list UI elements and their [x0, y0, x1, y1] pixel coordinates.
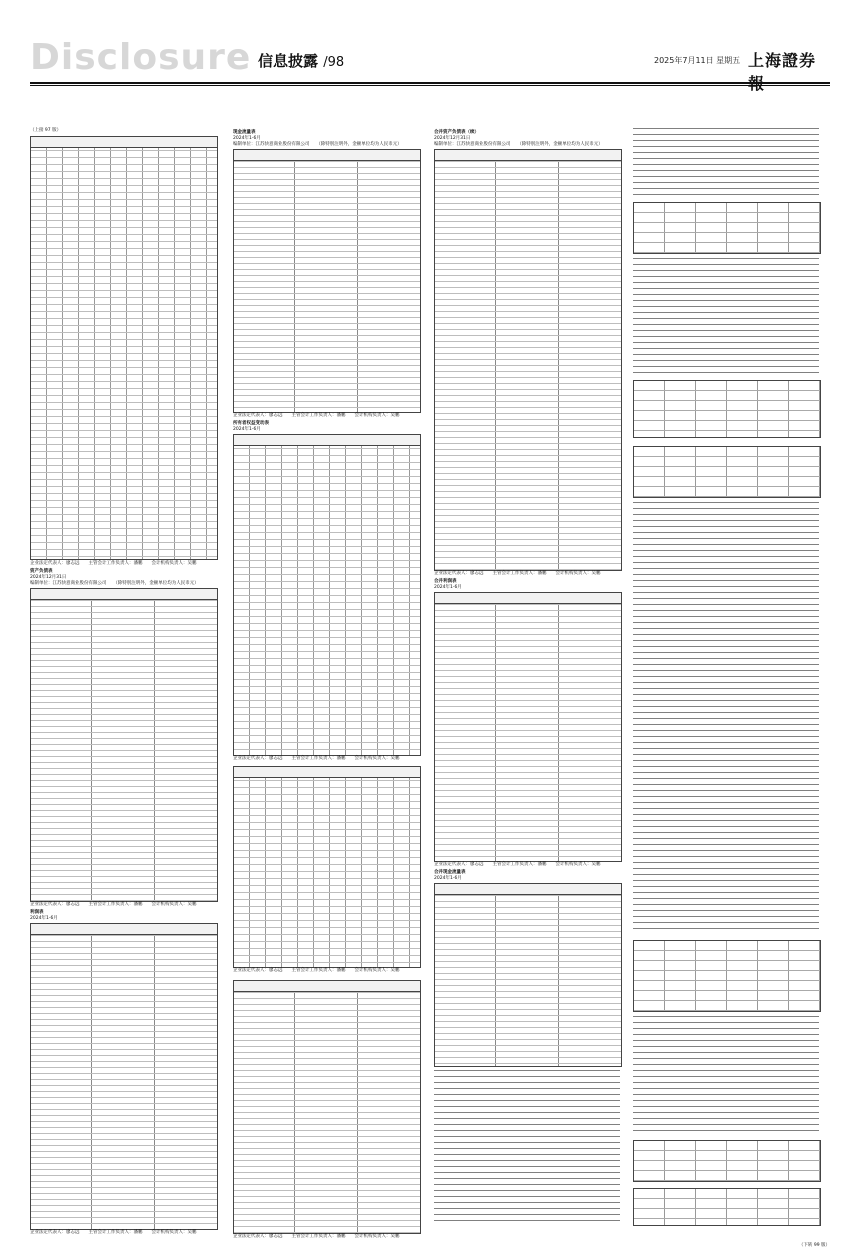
table-header — [435, 884, 621, 895]
cash-flow-table — [233, 149, 421, 413]
column-2 — [233, 120, 419, 1239]
notes-table — [633, 1140, 821, 1182]
table-header — [435, 593, 621, 604]
statement-date: 2024年1-6月 — [434, 876, 462, 881]
notes-text — [633, 128, 819, 198]
signature-line: 企业法定代表人：廖志远 主管会计工作负责人：潘鹏 会计机构负责人：吴鹏 — [30, 902, 197, 907]
notes-table — [633, 202, 821, 254]
table-header — [234, 981, 420, 992]
signature-line: 企业法定代表人：廖志远 主管会计工作负责人：潘鹏 会计机构负责人：吴鹏 — [233, 1234, 400, 1239]
table-header — [435, 150, 621, 161]
page-number: /98 — [323, 55, 345, 70]
table-header — [234, 435, 420, 446]
notes-text — [434, 1070, 620, 1225]
equity-statement-table — [233, 766, 421, 968]
header-rule-thin — [30, 85, 830, 86]
page-title — [258, 50, 344, 71]
table-header — [31, 589, 217, 600]
balance-sheet-table — [30, 588, 218, 902]
issue-date: 2025年7月11日 星期五 — [654, 56, 741, 65]
balance-sheet-table — [233, 980, 421, 1234]
equity-statement-table — [30, 136, 218, 560]
signature-line: 企业法定代表人：廖志远 主管会计工作负责人：潘鹏 会计机构负责人：吴鹏 — [30, 1230, 197, 1235]
column-1 — [30, 120, 216, 1235]
cash-flow-table — [434, 883, 622, 1067]
notes-text — [633, 502, 819, 932]
statement-title: 合并资产负债表（续） — [434, 130, 479, 135]
notes-table — [633, 380, 821, 438]
section-title: 信息披露 — [258, 52, 319, 70]
continued-footer: （下转 99 版） — [798, 1243, 830, 1248]
equity-statement-table — [233, 434, 421, 756]
masthead — [30, 36, 830, 80]
statement-date: 2024年1-6月 — [233, 427, 261, 432]
table-header — [234, 150, 420, 161]
notes-table — [633, 1188, 821, 1226]
statement-date: 2024年1-6月 — [434, 585, 462, 590]
statement-company: 编制单位：江苏快意商业股份有限公司 （除特别注明外，金额单位均为人民币元） — [434, 142, 603, 147]
signature-line: 企业法定代表人：廖志远 主管会计工作负责人：潘鹏 会计机构负责人：吴鹏 — [434, 862, 601, 867]
table-header — [31, 137, 217, 148]
paper-name-logo: 上海證券 — [748, 51, 817, 70]
statement-title: 资产负债表 — [30, 569, 53, 574]
statement-title: 利润表 — [30, 910, 44, 915]
column-3 — [434, 120, 620, 1226]
section-word-logo: Disclosure — [30, 37, 252, 78]
statement-title: 合并利润表 — [434, 579, 457, 584]
table-header — [31, 924, 217, 935]
notes-text — [633, 1016, 819, 1136]
statement-date: 2024年12月31日 — [434, 136, 471, 141]
balance-sheet-table — [434, 149, 622, 571]
statement-company: 编制单位：江苏快意商业股份有限公司 （除特别注明外，金额单位均为人民币元） — [30, 581, 199, 586]
signature-line: 企业法定代表人：廖志远 主管会计工作负责人：潘鹏 会计机构负责人：吴鹏 — [30, 561, 197, 566]
income-statement-table — [434, 592, 622, 862]
notes-table — [633, 940, 821, 1012]
statement-date: 2024年1-6月 — [30, 916, 58, 921]
statement-company: 编制单位：江苏快意商业股份有限公司 （除特别注明外，金额单位均为人民币元） — [233, 142, 402, 147]
statement-date: 2024年12月31日 — [30, 575, 67, 580]
continued-label: （上接 97 版） — [30, 128, 62, 133]
notes-table — [633, 446, 821, 498]
signature-line: 企业法定代表人：廖志远 主管会计工作负责人：潘鹏 会计机构负责人：吴鹏 — [434, 571, 601, 576]
statement-date: 2024年1-6月 — [233, 136, 261, 141]
income-statement-table — [30, 923, 218, 1230]
column-4 — [633, 120, 819, 1226]
signature-line: 企业法定代表人：廖志远 主管会计工作负责人：潘鹏 会计机构负责人：吴鹏 — [233, 756, 400, 761]
signature-line: 企业法定代表人：廖志远 主管会计工作负责人：潘鹏 会计机构负责人：吴鹏 — [233, 413, 400, 418]
header-rule — [30, 82, 830, 84]
signature-line: 企业法定代表人：廖志远 主管会计工作负责人：潘鹏 会计机构负责人：吴鹏 — [233, 968, 400, 973]
notes-text — [633, 258, 819, 376]
statement-title: 所有者权益变动表 — [233, 421, 269, 426]
statement-title: 合并现金流量表 — [434, 870, 466, 875]
table-header — [234, 767, 420, 778]
statement-title: 现金流量表 — [233, 130, 256, 135]
